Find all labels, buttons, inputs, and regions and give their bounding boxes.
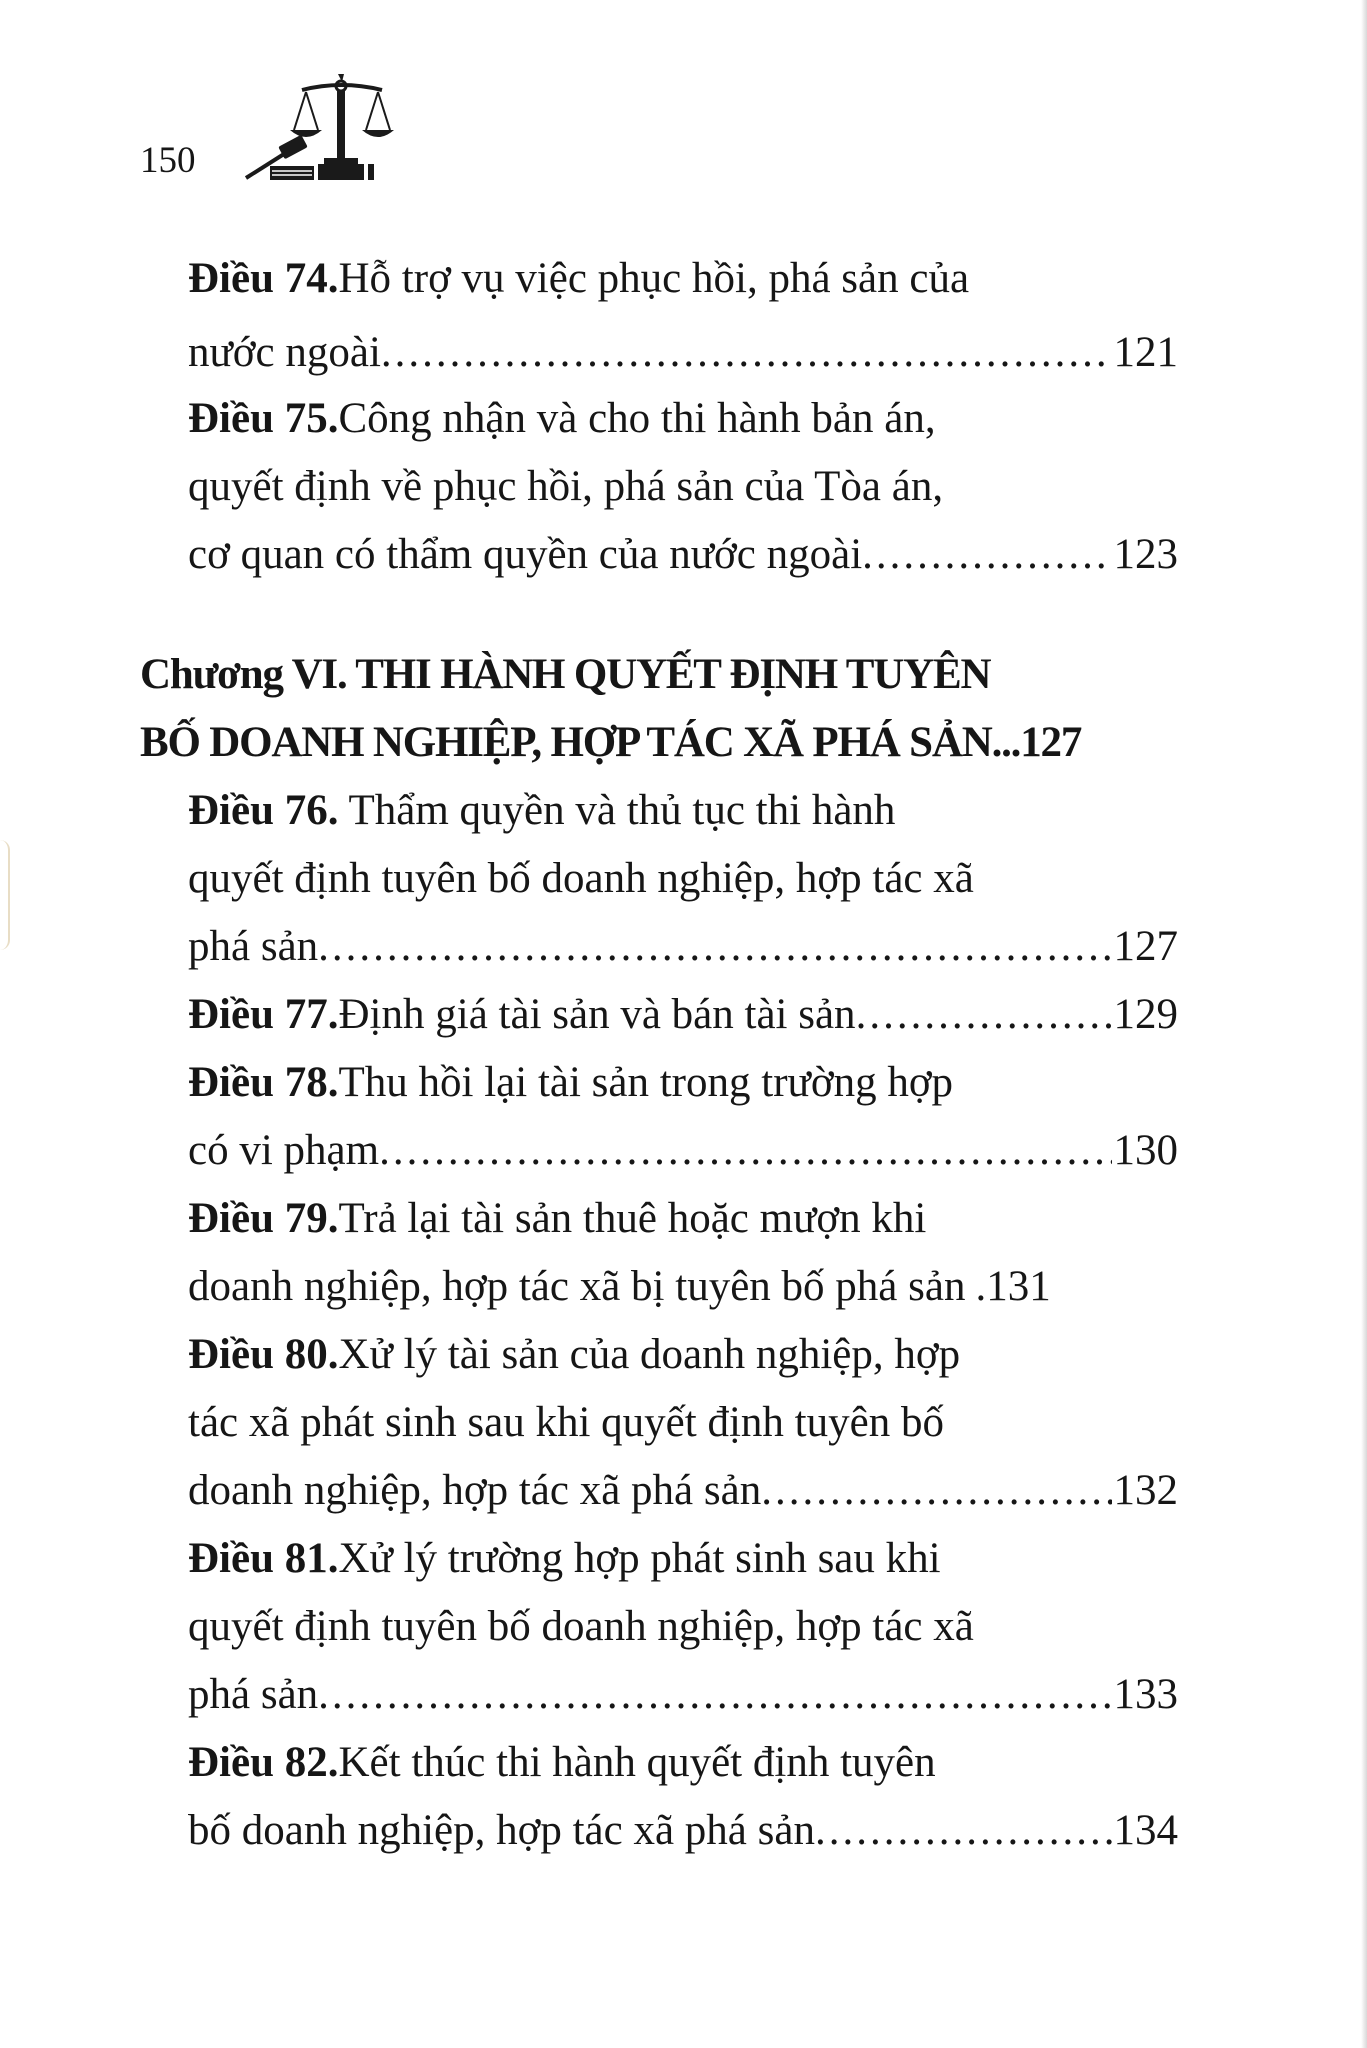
page-ref: ...127 bbox=[991, 719, 1082, 766]
page-ref: 123 bbox=[1113, 531, 1178, 578]
page-ref: 127 bbox=[1113, 923, 1178, 970]
toc-entry-76-line-2 bbox=[188, 849, 1130, 909]
toc-entry-81-line-2 bbox=[188, 1597, 1130, 1657]
toc-entry-76-line-3 bbox=[188, 917, 1178, 977]
article-label: Điều 81. bbox=[188, 1535, 339, 1582]
article-title: cơ quan có thẩm quyền của nước ngoài bbox=[188, 531, 863, 578]
page-ref: 133 bbox=[1113, 1671, 1178, 1718]
dot-leader bbox=[379, 1121, 1111, 1181]
dot-leader bbox=[761, 1461, 1111, 1521]
page-number: 150 bbox=[140, 140, 196, 181]
toc-entry-82-line-1 bbox=[188, 1733, 1130, 1793]
toc-entry-75-line-2 bbox=[188, 457, 1130, 517]
toc-entry-82-line-2 bbox=[188, 1801, 1178, 1861]
toc-entry-76-line-1 bbox=[188, 781, 1093, 841]
article-label: Điều 75. bbox=[188, 395, 339, 442]
toc-entry-79-line-2 bbox=[188, 1257, 1178, 1317]
toc-entry-81-line-1 bbox=[188, 1529, 1130, 1589]
article-label: Điều 78. bbox=[188, 1059, 339, 1106]
article-title: Xử lý trường hợp phát sinh sau khi bbox=[338, 1535, 941, 1582]
toc-entry-75-line-3 bbox=[188, 525, 1178, 585]
article-title: quyết định tuyên bố doanh nghiệp, hợp tác xã bbox=[188, 855, 974, 902]
toc-entry-80-line-2 bbox=[188, 1393, 1130, 1453]
article-label: Điều 74. bbox=[188, 255, 339, 302]
article-title: Trả lại tài sản thuê hoặc mượn khi bbox=[338, 1195, 927, 1242]
page-edge-shadow bbox=[1361, 0, 1367, 2048]
article-title: Hỗ trợ vụ việc phục hồi, phá sản của bbox=[338, 255, 970, 302]
toc-chapter-6-line-1 bbox=[140, 645, 1140, 705]
article-title: Định giá tài sản và bán tài sản bbox=[338, 991, 856, 1038]
toc-entry-78-line-2 bbox=[188, 1121, 1178, 1181]
article-title: Công nhận và cho thi hành bản án, bbox=[338, 395, 936, 442]
toc-entry-74-line-2 bbox=[188, 323, 1178, 383]
article-title: quyết định tuyên bố doanh nghiệp, hợp tác xã bbox=[188, 1603, 974, 1650]
dot-leader bbox=[318, 917, 1111, 977]
article-title: doanh nghiệp, hợp tác xã bị tuyên bố phá sản bbox=[188, 1263, 966, 1310]
article-label: Điều 76. bbox=[188, 787, 339, 834]
chapter-title: Chương VI. THI HÀNH QUYẾT ĐỊNH TUYÊN bbox=[140, 651, 991, 698]
dot-leader bbox=[856, 985, 1112, 1045]
article-label: Điều 82. bbox=[188, 1739, 339, 1786]
page-ref: 129 bbox=[1113, 991, 1178, 1038]
article-title: Thu hồi lại tài sản trong trường hợp bbox=[338, 1059, 954, 1106]
article-title: có vi phạm bbox=[188, 1127, 380, 1174]
article-label: Điều 80. bbox=[188, 1331, 339, 1378]
chapter-title: BỐ DOANH NGHIỆP, HỢP TÁC XÃ PHÁ SẢN bbox=[140, 719, 992, 766]
article-title: phá sản bbox=[188, 923, 319, 970]
article-title: Kết thúc thi hành quyết định tuyên bbox=[338, 1739, 936, 1786]
page-ref: 134 bbox=[1113, 1807, 1178, 1854]
page-ref: 121 bbox=[1113, 329, 1178, 376]
article-title: doanh nghiệp, hợp tác xã phá sản bbox=[188, 1467, 762, 1514]
dot-leader bbox=[381, 323, 1112, 383]
dot-leader bbox=[815, 1801, 1112, 1861]
toc-chapter-6-line-2 bbox=[140, 713, 1180, 773]
article-label: Điều 77. bbox=[188, 991, 339, 1038]
page-edge-mark bbox=[0, 840, 10, 950]
article-title: nước ngoài bbox=[188, 329, 381, 376]
article-title: phá sản bbox=[188, 1671, 319, 1718]
page-ref: 130 bbox=[1113, 1127, 1178, 1174]
article-title: Thẩm quyền và thủ tục thi hành bbox=[338, 787, 896, 834]
article-title: quyết định về phục hồi, phá sản của Tòa án, bbox=[188, 463, 944, 510]
article-title: bố doanh nghiệp, hợp tác xã phá sản bbox=[188, 1807, 815, 1854]
article-label: Điều 79. bbox=[188, 1195, 339, 1242]
page-ref: .131 bbox=[975, 1263, 1051, 1310]
toc-entry-77-line-1 bbox=[188, 985, 1178, 1045]
dot-leader bbox=[862, 525, 1111, 585]
toc-entry-75-line-1 bbox=[188, 389, 1130, 449]
page-header bbox=[140, 70, 540, 190]
scales-and-gavel-icon bbox=[220, 70, 400, 182]
article-title: Xử lý tài sản của doanh nghiệp, hợp bbox=[338, 1331, 961, 1378]
toc-entry-74-line-1 bbox=[188, 249, 1130, 309]
toc-entry-79-line-1 bbox=[188, 1189, 1130, 1249]
toc-entry-78-line-1 bbox=[188, 1053, 1130, 1113]
toc-entry-80-line-3 bbox=[188, 1461, 1178, 1521]
toc-entry-80-line-1 bbox=[188, 1325, 1130, 1385]
page-ref: 132 bbox=[1113, 1467, 1178, 1514]
dot-leader bbox=[318, 1665, 1111, 1725]
toc-entry-81-line-3 bbox=[188, 1665, 1178, 1725]
article-title: tác xã phát sinh sau khi quyết định tuyên bố bbox=[188, 1399, 944, 1446]
